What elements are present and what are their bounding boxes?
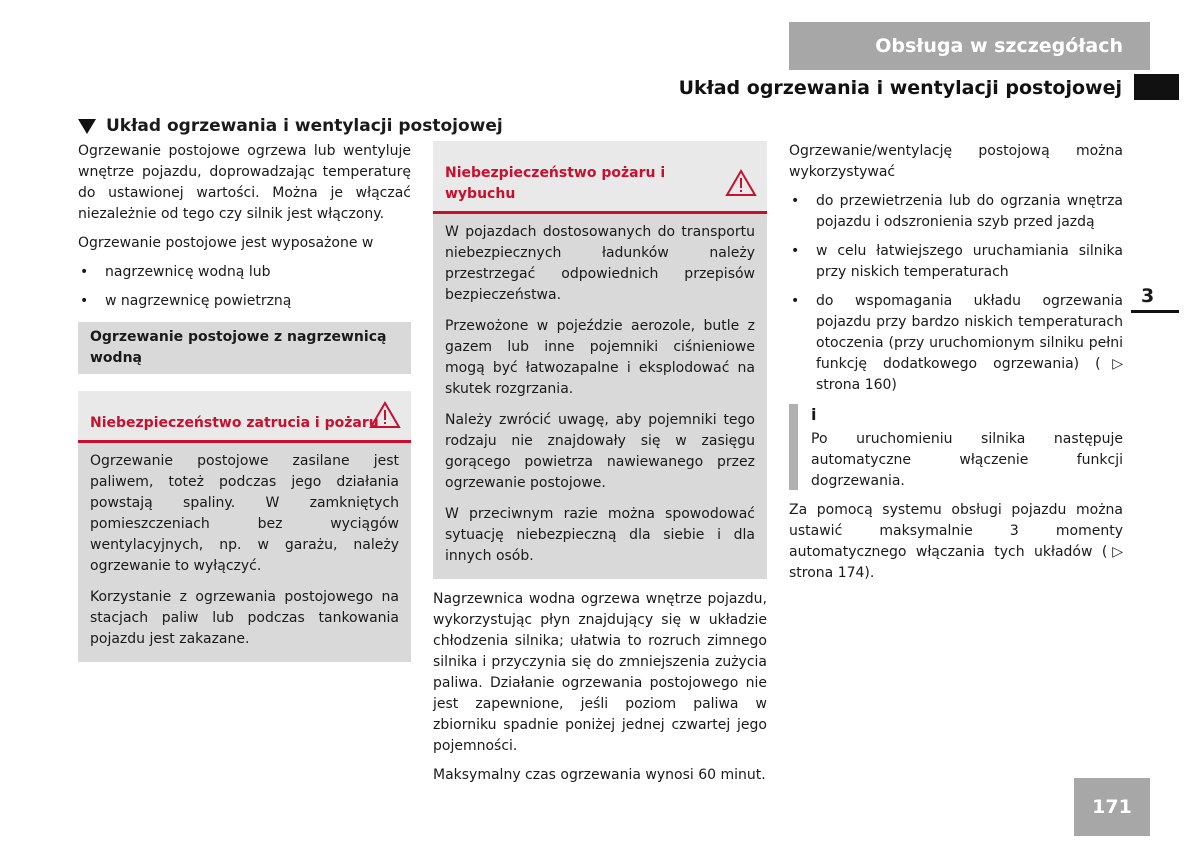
timer-paragraph: Za pomocą systemu obsługi pojazdu można ustawić maksymalnie 3 momenty automatycznego włączania tych układów (▷ strona 174). xyxy=(789,502,1123,581)
warning-triangle-icon xyxy=(369,401,401,429)
warning-title: Niebezpieczeństwo zatrucia i pożaru xyxy=(90,415,379,431)
usage-intro: Ogrzewanie/wentylację postojową można wykorzystywać xyxy=(789,143,1123,180)
section-marker xyxy=(1134,74,1179,100)
chapter-banner xyxy=(789,22,1150,70)
chapter-title: Obsługa w szczegółach xyxy=(875,35,1123,57)
list-item: • nagrzewnicę wodną lub xyxy=(78,262,411,283)
warning-box-poisoning xyxy=(78,391,411,662)
warning-title: Niebezpieczeństwo pożaru i wybuchu xyxy=(445,165,666,202)
heater-type-list xyxy=(78,262,411,312)
info-icon: i xyxy=(811,405,817,424)
chapter-tab xyxy=(1131,282,1179,313)
intro-paragraph: Ogrzewanie postojowe ogrzewa lub wentyluje wnętrze pojazdu, doprowadzając temperaturę do ustawionej wartości. Można je włączać niezależnie od tego czy silnik jest włączony. xyxy=(78,143,411,222)
heading-text: Układ ogrzewania i wentylacji postojowej xyxy=(106,116,503,136)
warning-paragraph: W przeciwnym razie można spowodować sytuację niebezpieczną dla siebie i dla innych osób. xyxy=(445,506,755,564)
warning-box-fire xyxy=(433,141,767,579)
column-middle xyxy=(433,141,767,794)
max-time-paragraph: Maksymalny czas ogrzewania wynosi 60 minut. xyxy=(433,767,766,783)
warning-paragraph: W pojazdach dostosowanych do transportu niebezpiecznych ładunków należy przestrzegać odpowiednich przepisów bezpieczeństwa. xyxy=(445,224,755,303)
list-item: • do wspomagania układu ogrzewania pojazdu przy bardzo niskich temperaturach otoczenia (przy uruchomionym silniku pełni funkcję dodatkowego ogrzewania) (▷ strona 160) xyxy=(789,291,1123,396)
column-left xyxy=(78,141,411,662)
usage-list xyxy=(789,191,1123,396)
equipped-paragraph: Ogrzewanie postojowe jest wyposażone w xyxy=(78,235,374,251)
info-bar xyxy=(789,404,798,490)
warning-body xyxy=(78,443,411,662)
warning-triangle-icon xyxy=(725,169,757,197)
info-text: Po uruchomieniu silnika następuje automatyczne włączenie funkcji dogrzewania. xyxy=(811,431,1123,489)
warning-header xyxy=(78,391,411,443)
list-item: • do przewietrzenia lub do ogrzania wnętrza pojazdu i odszronienia szyb przed jazdą xyxy=(789,191,1123,233)
chapter-number: 3 xyxy=(1141,285,1155,307)
warning-paragraph: Ogrzewanie postojowe zasilane jest paliwem, toteż podczas jego działania powstają spaliny. W zamkniętych pomieszczeniach bez wyciągów wentylacyjnych, np. w garażu, należy ogrzewanie to wyłączyć. xyxy=(90,453,399,574)
page-number: 171 xyxy=(1074,778,1150,836)
list-item: • w celu łatwiejszego uruchamiania silnika przy niskich temperaturach xyxy=(789,241,1123,283)
warning-body xyxy=(433,214,767,579)
warning-paragraph: Należy zwrócić uwagę, aby pojemniki tego rodzaju nie znajdowały się w zasięgu gorącego powietrza nawiewanego przez ogrzewanie postojowe. xyxy=(445,412,755,491)
triangle-down-icon xyxy=(78,119,96,134)
warning-paragraph: Korzystanie z ogrzewania postojowego na stacjach paliw lub podczas tankowania pojazdu jest zakazane. xyxy=(90,589,399,647)
warning-header xyxy=(433,141,767,214)
warning-paragraph: Przewożone w pojeździe aerozole, butle z gazem lub inne pojemniki ciśnieniowe mogą być łatwozapalne i eksplodować na skutek rozgrzania. xyxy=(445,318,755,397)
water-heater-paragraph: Nagrzewnica wodna ogrzewa wnętrze pojazdu, wykorzystując płyn znajdujący się w układzie chłodzenia silnika; ułatwia to rozruch zimnego silnika i przyczynia się do zmniejszenia zużycia paliwa. Działanie ogrzewania postojowego nie jest zapewnione, jeśli poziom paliwa w zbiorniku spadnie poniżej jednej czwartej jego pojemności. xyxy=(433,591,767,754)
subheading-water-heater: Ogrzewanie postojowe z nagrzewnicą wodną xyxy=(78,322,411,374)
column-right xyxy=(789,141,1123,592)
section-title: Układ ogrzewania i wentylacji postojowej xyxy=(678,77,1122,99)
page-heading xyxy=(78,116,503,136)
list-item: • w nagrzewnicę powietrzną xyxy=(78,291,411,312)
info-note xyxy=(789,404,1123,492)
